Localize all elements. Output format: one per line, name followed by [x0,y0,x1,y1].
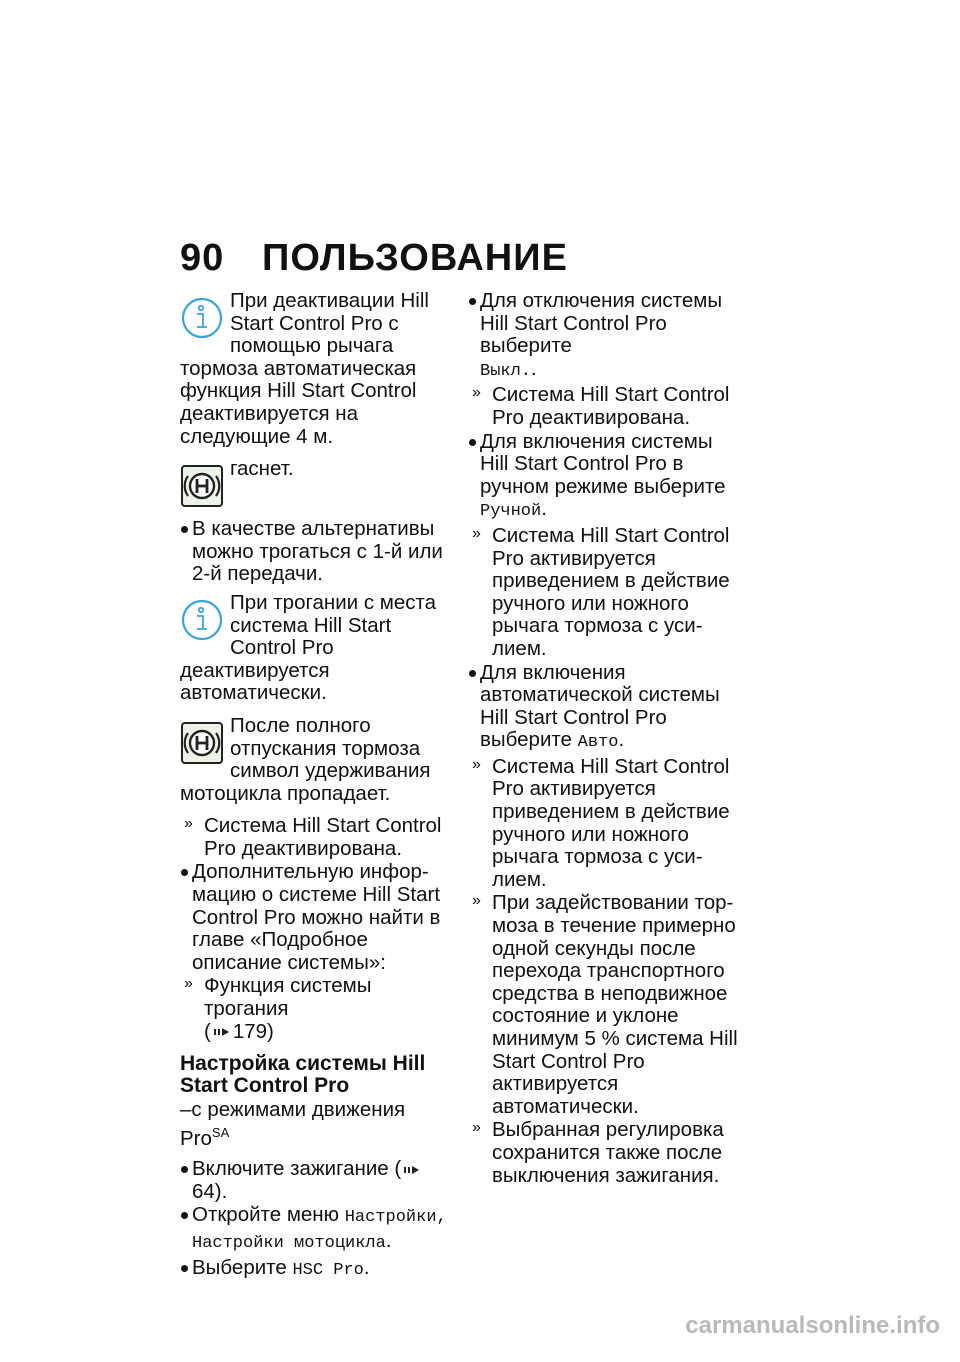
bullet-item [468,662,738,755]
result-text: Система Hill Start Control Pro активируется приведением в действие ручного или ножного рычага тормоза с усилием. [492,523,730,660]
result-item [468,1119,738,1187]
result-arrow-icon: » [472,1119,481,1137]
result-item [468,384,738,429]
bullet-item [180,1158,448,1203]
result-item [468,525,738,661]
menu-option: Авто [577,733,619,753]
equipment-note: –с режимами движения Pro$^{SA}$ [180,1098,406,1150]
bullet-item [180,1204,448,1255]
result-item [468,756,738,892]
bullet-text [192,1158,448,1203]
bullet-text-part: Для отключения системы Hill Start Control Pro выберите [480,289,723,358]
bullet-text [480,662,738,755]
result-arrow-icon: » [472,524,481,542]
info-note [180,290,448,448]
watermark: carmanualsonline.info [685,1312,940,1339]
bullet-item [180,861,448,974]
bullet-text-part: Для включения системы Hill Start Control Pro в ручном режиме выберите [480,429,726,498]
result-text-part: Функция системы трогания [204,974,372,1021]
result-arrow-icon: » [184,815,193,833]
punctuation: . [541,497,547,521]
page-reference-icon [214,1026,230,1038]
info-icon [180,296,224,340]
page-reference[interactable]: 64). [192,1179,228,1203]
result-text: Система Hill Start Control Pro активируется приведением в действие ручного или ножного рычага тормоза с усилием. [492,754,730,891]
bullet-text [192,1257,448,1283]
warning-text: После полного отпускания тормоза символ удерживания мотоцикла пропадает. [180,713,431,805]
page-header [180,237,568,280]
page-reference[interactable]: 179) [232,1019,274,1043]
page-number: 90 [180,237,225,279]
hill-hold-indicator-icon [180,464,224,508]
menu-option: Ручной [480,502,542,522]
bullet-text [480,290,738,383]
result-text [204,975,448,1043]
bullet-text-part: Для включения автоматической системы Hill Start Control Pro выберите [480,660,720,752]
info-note [180,592,448,705]
info-icon [180,598,224,642]
bullet-text-part: Выберите [192,1255,287,1279]
punctuation: . [385,1229,392,1253]
bullet-text [480,431,738,524]
menu-path: Настройки, [344,1208,447,1228]
warning-text: гаснет. [230,457,294,481]
menu-option: HSC Pro [292,1260,364,1280]
page-reference-icon [404,1164,420,1176]
bullet-text: В качестве альтернативы можно трогаться с 1-й или 2-й передачи. [192,517,443,586]
bullet-item [468,431,738,524]
result-text: Система Hill Start Control Pro деактивирована. [492,383,730,429]
bullet-text-part: Откройте меню [192,1203,340,1227]
bullet-item [180,518,448,586]
result-arrow-icon: » [184,975,193,993]
equipment-superscript: SA [211,1124,230,1140]
bullet-text-part: Включите зажигание ( [192,1157,402,1181]
result-item [468,892,738,1118]
right-column [468,290,738,1188]
bullet-text: Дополнительную информацию о системе Hill Start Control Pro можно найти в главе «Подробное описание системы»: [192,860,441,974]
punctuation: . [363,1255,370,1279]
info-text: При деактивации Hill Start Control Pro с помощью рычага тормоза автоматическая функция Hill Start Control деактивируется на следующие 4 м. [180,289,429,448]
paren: ( [204,1019,211,1043]
section-title: ПОЛЬЗОВАНИЕ [262,237,568,279]
bullet-item [180,1257,448,1283]
hill-hold-indicator-icon [180,721,224,765]
left-column [180,290,448,1283]
warning-note [180,715,448,805]
menu-path: Настройки мотоцикла [192,1234,386,1254]
punctuation: . [618,728,625,752]
result-text: Система Hill Start Control Pro деактивирована. [204,814,442,860]
bullet-item [468,290,738,383]
result-arrow-icon: » [472,755,481,773]
menu-option: Выкл. [480,361,532,381]
punctuation: . [531,356,537,380]
result-text: При задействовании тормоза в течение примерно одной секунды после перехода транспортного средства в неподвижное состояние и уклоне минимум 5 % система Hill Start Control Pro активируется автоматически. [492,891,738,1118]
result-item [180,815,448,860]
info-text: При трогании с места система Hill Start Control Pro деактивируется автоматически. [180,590,437,705]
section-heading: Настройка системы Hill Start Control Pro [180,1052,426,1098]
bullet-text [192,1204,448,1255]
warning-note [180,458,448,508]
result-arrow-icon: » [472,892,481,910]
equipment-text: с режимами движения Pro [180,1098,406,1150]
result-arrow-icon: » [472,384,481,402]
result-text: Выбранная регулировка сохранится также после выключения зажигания. [492,1118,724,1187]
result-item [180,975,448,1043]
